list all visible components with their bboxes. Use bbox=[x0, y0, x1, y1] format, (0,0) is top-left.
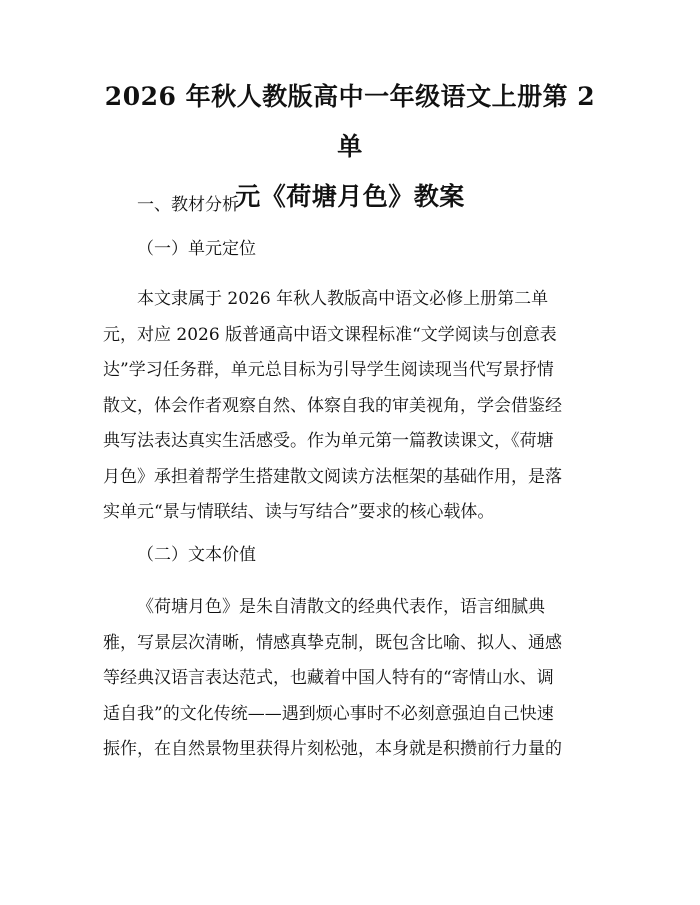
paragraph-line: 《荷塘月色》是朱自清散文的经典代表作，语言细腻典 bbox=[137, 597, 545, 617]
paragraph-line: 散文，体会作者观察自然、体察自我的审美视角，学会借鉴经 bbox=[103, 395, 562, 416]
paragraph-line: 适自我”的文化传统——遇到烦心事时不必刻意强迫自己快速 bbox=[103, 703, 554, 724]
paragraph-line: 实单元“景与情联结、读与写结合”要求的核心载体。 bbox=[103, 502, 495, 522]
paragraph-line: 等经典汉语言表达范式，也藏着中国人特有的“寄情山水、调 bbox=[103, 668, 554, 688]
paragraph-line: 月色》承担着帮学生搭建散文阅读方法框架的基础作用，是落 bbox=[103, 466, 562, 487]
paragraph-line: 本文隶属于 2026 年秋人教版高中语文必修上册第二单 bbox=[137, 289, 549, 309]
paragraph-line: 振作，在自然景物里获得片刻松弛，本身就是积攒前行力量的 bbox=[103, 739, 562, 759]
title-line: 2026 年秋人教版高中一年级语文上册第 2 单 bbox=[104, 82, 596, 161]
paragraph-text-value bbox=[103, 590, 603, 768]
subsection-heading-text-value: （二）文本价值 bbox=[137, 545, 256, 565]
paragraph-unit-position bbox=[103, 282, 603, 531]
paragraph-line: 元，对应 2026 版普通高中语文课程标准“文学阅读与创意表 bbox=[103, 324, 557, 345]
paragraph-line: 典写法表达真实生活感受。作为单元第一篇教读课文，《荷塘 bbox=[103, 431, 554, 451]
section-heading-textbook-analysis: 一、教材分析 bbox=[137, 195, 239, 215]
paragraph-line: 达”学习任务群，单元总目标为引导学生阅读现当代写景抒情 bbox=[103, 360, 554, 380]
title-line: 元《荷塘月色》教案 bbox=[235, 182, 465, 211]
subsection-heading-unit-position: （一）单元定位 bbox=[137, 239, 256, 259]
paragraph-line: 雅，写景层次清晰，情感真挚克制，既包含比喻、拟人、通感 bbox=[103, 632, 562, 653]
